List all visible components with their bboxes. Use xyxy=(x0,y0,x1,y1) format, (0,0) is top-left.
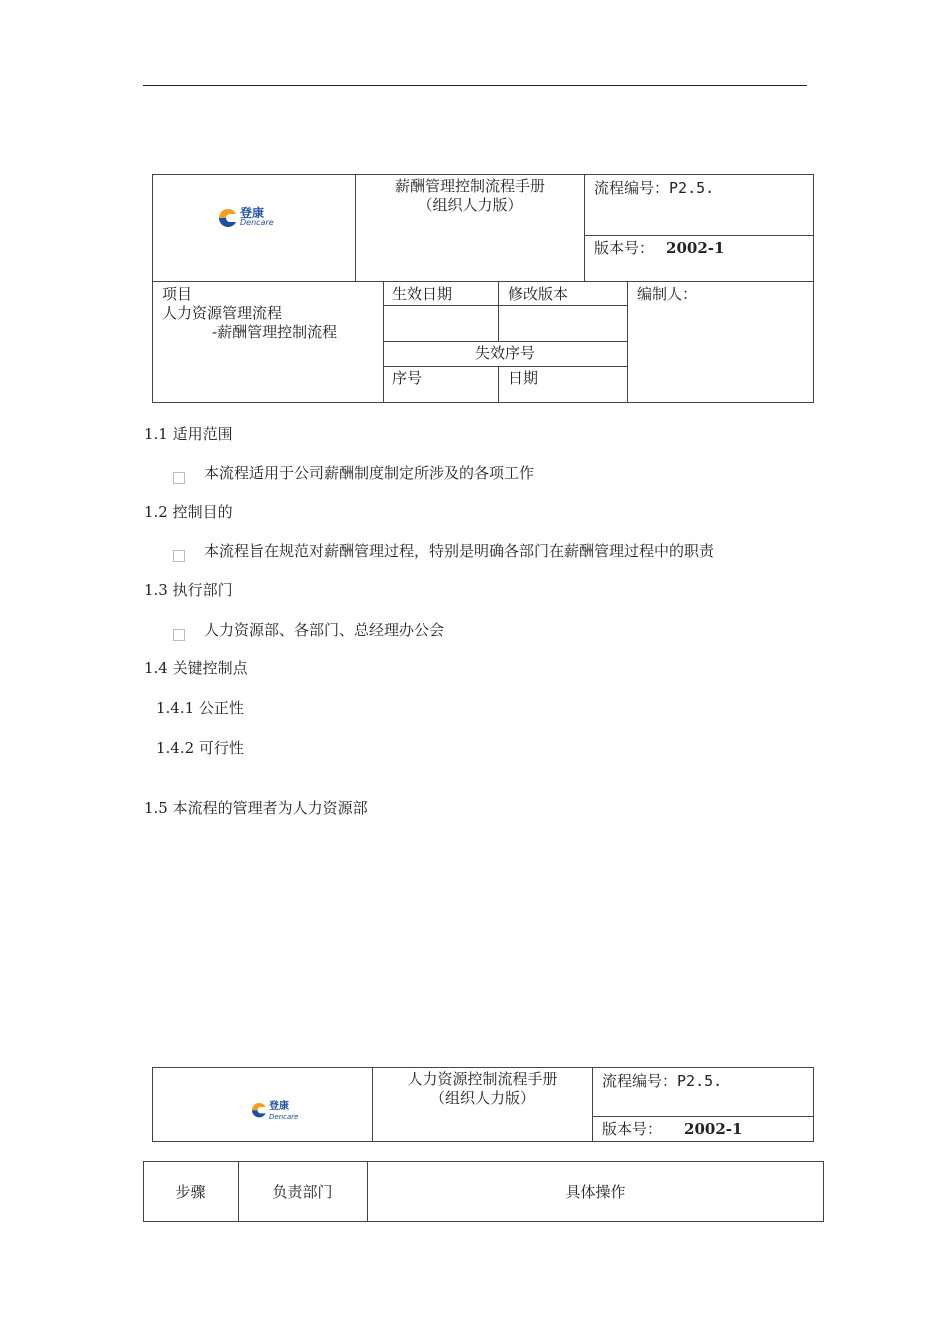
manual-title: 薪酬管理控制流程手册 xyxy=(394,177,545,195)
section-1-4-title: 1.4 关键控制点 xyxy=(144,659,248,677)
version-value: 2002-1 xyxy=(666,239,725,257)
effective-date-header: 生效日期 xyxy=(392,285,453,303)
section-1-3-title: 1.3 执行部门 xyxy=(144,581,233,599)
version xyxy=(602,1120,742,1138)
revision-header: 修改版本 xyxy=(508,285,569,303)
col-step: 步骤 xyxy=(175,1183,206,1201)
logo-mark-icon xyxy=(219,209,237,227)
logo-en-text: Dencare xyxy=(240,218,274,227)
date-header: 日期 xyxy=(508,369,539,387)
project-line-1: 人力资源管理流程 xyxy=(162,304,283,322)
col-department: 负责部门 xyxy=(272,1183,333,1201)
version-label: 版本号： xyxy=(602,1120,663,1138)
process-no-value: P2.5. xyxy=(677,1072,723,1090)
section-1-1-title: 1.1 适用范围 xyxy=(144,425,233,443)
process-no-label: 流程编号： xyxy=(594,179,670,197)
version xyxy=(594,239,724,257)
logo-en-text: Dencare xyxy=(269,1113,299,1121)
process-no-label: 流程编号： xyxy=(602,1072,678,1090)
dencare-logo xyxy=(252,1102,298,1122)
section-1-4-2: 1.4.2 可行性 xyxy=(156,739,244,757)
checkbox-icon xyxy=(173,472,185,484)
version-label: 版本号： xyxy=(594,239,655,257)
logo-mark-icon xyxy=(252,1103,266,1117)
logo-cn-text: 登康 xyxy=(240,206,265,220)
col-operation: 具体操作 xyxy=(565,1183,626,1201)
checkbox-icon xyxy=(173,550,185,562)
project-line-2: -薪酬管理控制流程 xyxy=(212,323,338,341)
section-1-5-title: 1.5 本流程的管理者为人力资源部 xyxy=(144,799,368,817)
section-1-3-item: 人力资源部、各部门、总经理办公会 xyxy=(204,621,445,639)
version-value: 2002-1 xyxy=(684,1120,743,1138)
editor-label: 编制人： xyxy=(637,285,698,303)
process-no xyxy=(602,1072,722,1090)
checkbox-icon xyxy=(173,629,185,641)
manual-title: 人力资源控制流程手册 xyxy=(407,1070,558,1088)
seq-header: 序号 xyxy=(392,369,423,387)
section-1-2-item: 本流程旨在规范对薪酬管理过程，特别是明确各部门在薪酬管理过程中的职责 xyxy=(204,542,715,560)
dencare-logo xyxy=(219,208,274,228)
section-1-1-item: 本流程适用于公司薪酬制度制定所涉及的各项工作 xyxy=(204,464,535,482)
section-1-2-title: 1.2 控制目的 xyxy=(144,503,233,521)
invalid-no-header: 失效序号 xyxy=(474,344,535,362)
project-label: 项目 xyxy=(162,285,193,303)
top-rule xyxy=(143,85,807,86)
process-no xyxy=(594,179,714,197)
manual-subtitle: （组织人力版） xyxy=(429,1089,535,1107)
section-1-4-1: 1.4.1 公正性 xyxy=(156,699,244,717)
manual-subtitle: （组织人力版） xyxy=(417,196,523,214)
logo-cn-text: 登康 xyxy=(269,1101,289,1112)
process-no-value: P2.5. xyxy=(669,179,715,197)
